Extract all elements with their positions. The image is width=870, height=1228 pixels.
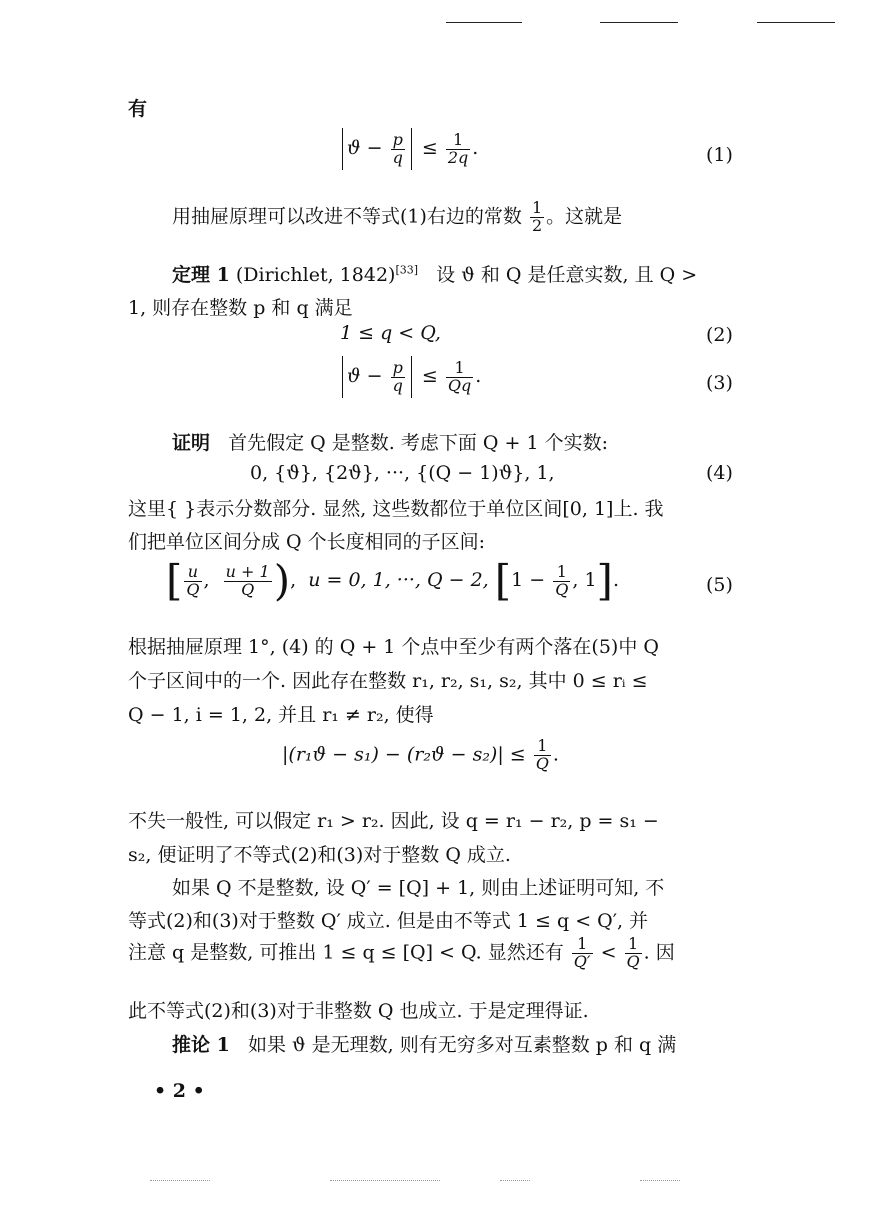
equation-number-4: (4) [706, 462, 733, 484]
abs-bar-left [342, 128, 343, 170]
equation-number-3: (3) [706, 372, 733, 394]
bracket-close: ] [596, 556, 613, 605]
theorem-cite: (Dirichlet, 1842) [235, 264, 396, 286]
theorem-line-1 [172, 260, 697, 287]
footer-mark-4 [640, 1180, 680, 1181]
bracket-open-2: [ [494, 556, 512, 605]
para-line-1: 这里{ }表示分数部分. 显然, 这些数都位于单位区间[0, 1]上. 我 [128, 498, 664, 520]
equation-1 [338, 128, 478, 170]
corollary-label: 推论 1 [172, 1034, 230, 1056]
intro-word: 有 [128, 98, 148, 120]
equation-number-5: (5) [706, 574, 733, 596]
proof-text-1: 首先假定 Q 是整数. 考虑下面 Q + 1 个实数: [228, 432, 609, 454]
proof-line-1 [172, 428, 608, 455]
eq1-rel: ≤ [421, 137, 438, 159]
eq3-frac-rhs: $\frac{1}{Qq}$ [447, 357, 472, 395]
eq1-lhs: ϑ − [347, 137, 389, 159]
footer-mark-1 [150, 1180, 210, 1181]
equation-2: 1 ≤ q < Q, [340, 322, 441, 344]
paren-close: ) [273, 556, 291, 605]
para-line-7: s₂, 便证明了不等式(2)和(3)对于整数 Q 成立. [128, 844, 511, 866]
theorem-label: 定理 1 [172, 264, 230, 286]
equation-3: ϑ − $\frac{p}{q}$ ≤ $\frac{1}{Qq}$ . [338, 356, 481, 398]
equation-number-1: (1) [706, 144, 733, 166]
eq1-frac-rhs: $\frac{1}{2q}$ [447, 129, 469, 167]
frac-1-over-q: $\frac{1}{Q}$ [626, 934, 640, 971]
equation-5: [ $\frac{u}{Q}$ , $\frac{u + 1}{Q}$ ), u = 0, 1, ···, Q − 2, [1 − $\frac{1}{Q}$ , 1]. [166, 556, 619, 605]
top-rule-3 [757, 22, 835, 23]
para-line-10: 注意 q 是整数, 可推出 1 ≤ q ≤ [Q] < Q. 显然还有 $\frac{1}{Q'}$ < $\frac{1}{Q}$ . 因 [128, 934, 675, 971]
para-line-2: 们把单位区间分成 Q 个长度相同的子区间: [128, 531, 486, 553]
theorem-ref: [33] [395, 263, 419, 277]
improve-line: 用抽屉原理可以改进不等式(1)右边的常数 $\frac{1}{2}$ 。这就是 [172, 198, 623, 235]
bracket-open: [ [166, 556, 183, 605]
para-line-9: 等式(2)和(3)对于整数 Q′ 成立. 但是由不等式 1 ≤ q < Q′, 并 [128, 910, 649, 932]
para-line-11: 此不等式(2)和(3)对于非整数 Q 也成立. 于是定理得证. [128, 1000, 589, 1022]
para-line-6: 不失一般性, 可以假定 r₁ > r₂. 因此, 设 q = r₁ − r₂, p = s₁ − [128, 810, 659, 832]
page-number: • 2 • [154, 1080, 205, 1102]
eq1-frac-pq: $\frac{p}{q}$ [392, 129, 403, 167]
para-line-3: 根据抽屉原理 1°, (4) 的 Q + 1 个点中至少有两个落在(5)中 Q [128, 636, 659, 658]
theorem-text-1: 设 ϑ 和 Q 是任意实数, 且 Q > [436, 264, 698, 286]
corollary-text: 如果 ϑ 是无理数, 则有无穷多对互素整数 p 和 q 满 [247, 1034, 677, 1056]
para-line-4: 个子区间中的一个. 因此存在整数 r₁, r₂, s₁, s₂, 其中 0 ≤ rᵢ ≤ [128, 670, 648, 692]
abs-bar-right [411, 356, 412, 398]
top-rule-2 [600, 22, 678, 23]
proof-label: 证明 [172, 432, 211, 454]
eq1-end: . [472, 137, 479, 159]
equation-number-2: (2) [706, 324, 733, 346]
footer-mark-2 [330, 1180, 440, 1181]
corollary-line [172, 1030, 676, 1057]
improve-frac: $\frac{1}{2}$ [531, 198, 543, 235]
frac-1-over-qprime: $\frac{1}{Q'}$ [573, 934, 591, 971]
para-line-5: Q − 1, i = 1, 2, 并且 r₁ ≠ r₂, 使得 [128, 704, 434, 726]
top-rule-1 [446, 22, 522, 23]
abs-bar-right [411, 128, 412, 170]
abs-bar-left [342, 356, 343, 398]
equation-4: 0, {ϑ}, {2ϑ}, ···, {(Q − 1)ϑ}, 1, [250, 462, 555, 484]
theorem-line-2: 1, 则存在整数 p 和 q 满足 [128, 297, 353, 319]
eq3-frac-pq: $\frac{p}{q}$ [392, 357, 403, 395]
footer-mark-3 [500, 1180, 530, 1181]
para-line-8: 如果 Q 不是整数, 设 Q′ = [Q] + 1, 则由上述证明可知, 不 [172, 877, 665, 899]
equation-6: |(r₁ϑ − s₁) − (r₂ϑ − s₂)| ≤ $\frac{1}{Q}$ . [282, 736, 559, 773]
